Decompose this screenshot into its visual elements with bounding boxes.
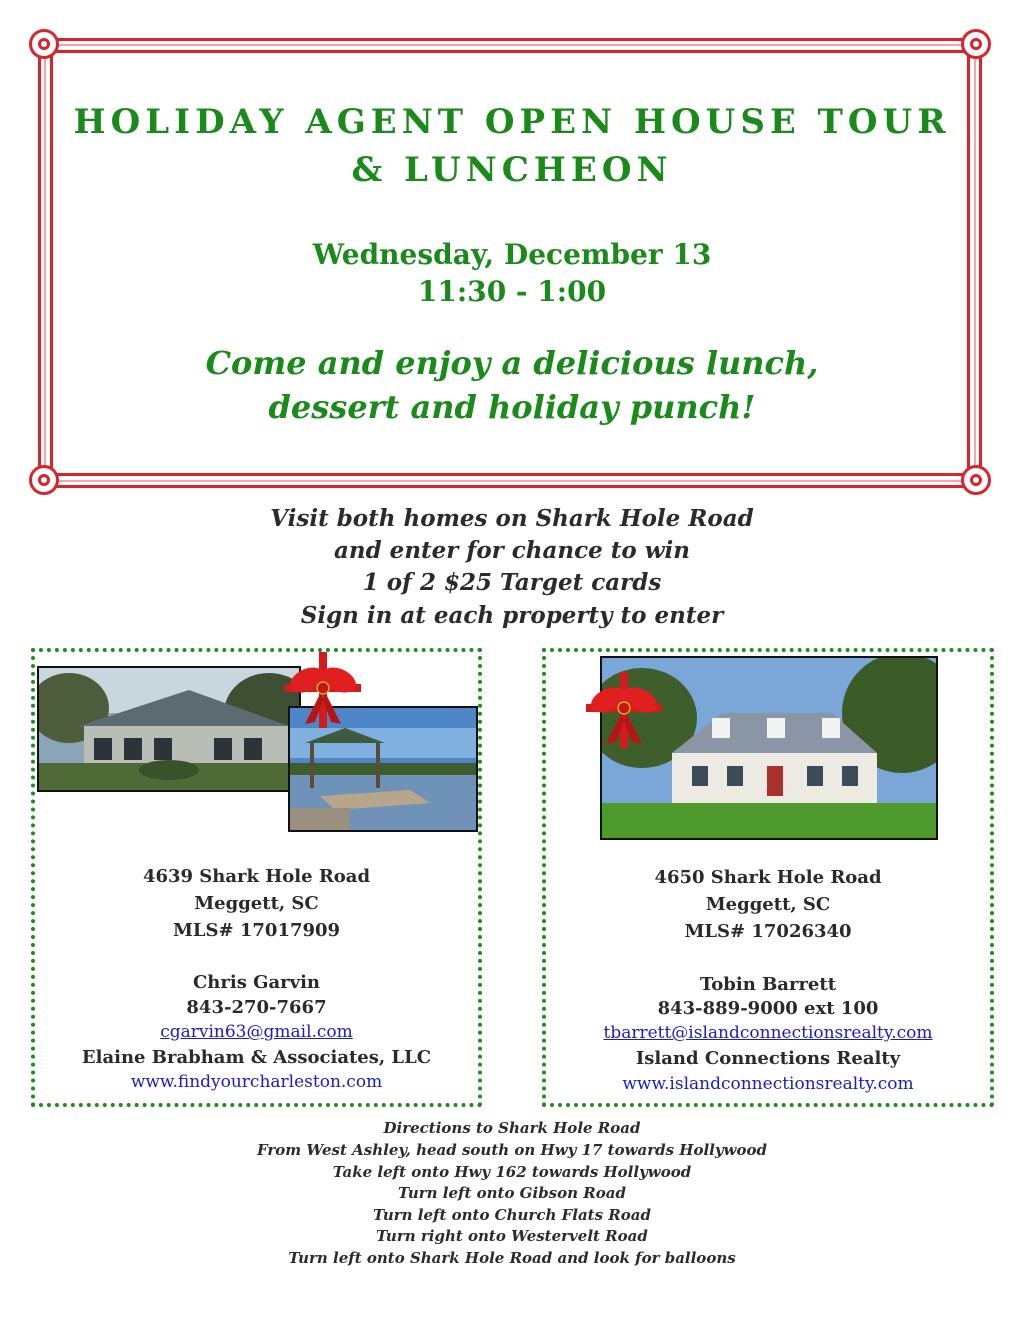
directions-step: Take left onto Hwy 162 towards Hollywood [332,1163,692,1181]
agent-phone: 843-889-9000 ext 100 [657,998,879,1019]
directions-step: Turn left onto Church Flats Road [373,1206,651,1224]
property-address: 4650 Shark Hole Road [654,867,882,888]
event-date: Wednesday, December 13 [312,238,712,271]
directions-step: Turn left onto Shark Hole Road and look for balloons [288,1249,736,1267]
agent-name: Chris Garvin [192,972,321,993]
property-city: Meggett, SC [194,893,319,914]
event-time: 11:30 - 1:00 [417,275,607,308]
brokerage-name: Island Connections Realty [635,1048,901,1069]
gift-bow-icon [285,652,361,728]
property-card-4639 [31,648,482,1107]
agent-phone: 843-270-7667 [186,997,327,1018]
promo-line: Visit both homes on Shark Hole Road [270,505,754,532]
frame-corner-ornament-icon [29,29,59,59]
agent-email-link[interactable]: tbarrett@islandconnectionsrealty.com [603,1023,933,1043]
brokerage-name: Elaine Brabham & Associates, LLC [81,1047,432,1068]
directions-step: Turn right onto Westervelt Road [376,1227,648,1245]
property-mls: MLS# 17017909 [172,920,341,941]
promo-line: 1 of 2 $25 Target cards [362,569,662,596]
frame-corner-ornament-icon [961,465,991,495]
event-title-line1: HOLIDAY AGENT OPEN HOUSE TOUR [73,102,951,142]
directions-title: Directions to Shark Hole Road [383,1119,641,1137]
event-tagline-line1: Come and enjoy a delicious lunch, [205,344,819,382]
frame-corner-ornament-icon [961,29,991,59]
event-tagline-line2: dessert and holiday punch! [268,388,756,426]
promo-line: Sign in at each property to enter [300,602,724,629]
brokerage-website-link[interactable]: www.findyourcharleston.com [130,1072,383,1092]
directions-step: Turn left onto Gibson Road [398,1184,626,1202]
property-mls: MLS# 17026340 [684,921,852,942]
agent-name: Tobin Barrett [699,974,837,995]
property-address: 4639 Shark Hole Road [142,866,371,887]
property-card-4650 [542,648,994,1107]
agent-email-link[interactable]: cgarvin63@gmail.com [160,1022,353,1042]
gift-bow-icon [586,672,662,748]
event-title-line2: & LUNCHEON [351,150,673,190]
house-photo-4639 [37,666,301,792]
property-city: Meggett, SC [705,894,831,915]
promo-line: and enter for chance to win [333,537,691,564]
frame-corner-ornament-icon [29,465,59,495]
brokerage-website-link[interactable]: www.islandconnectionsrealty.com [622,1074,914,1094]
directions-step: From West Ashley, head south on Hwy 17 towards Hollywood [257,1141,767,1159]
